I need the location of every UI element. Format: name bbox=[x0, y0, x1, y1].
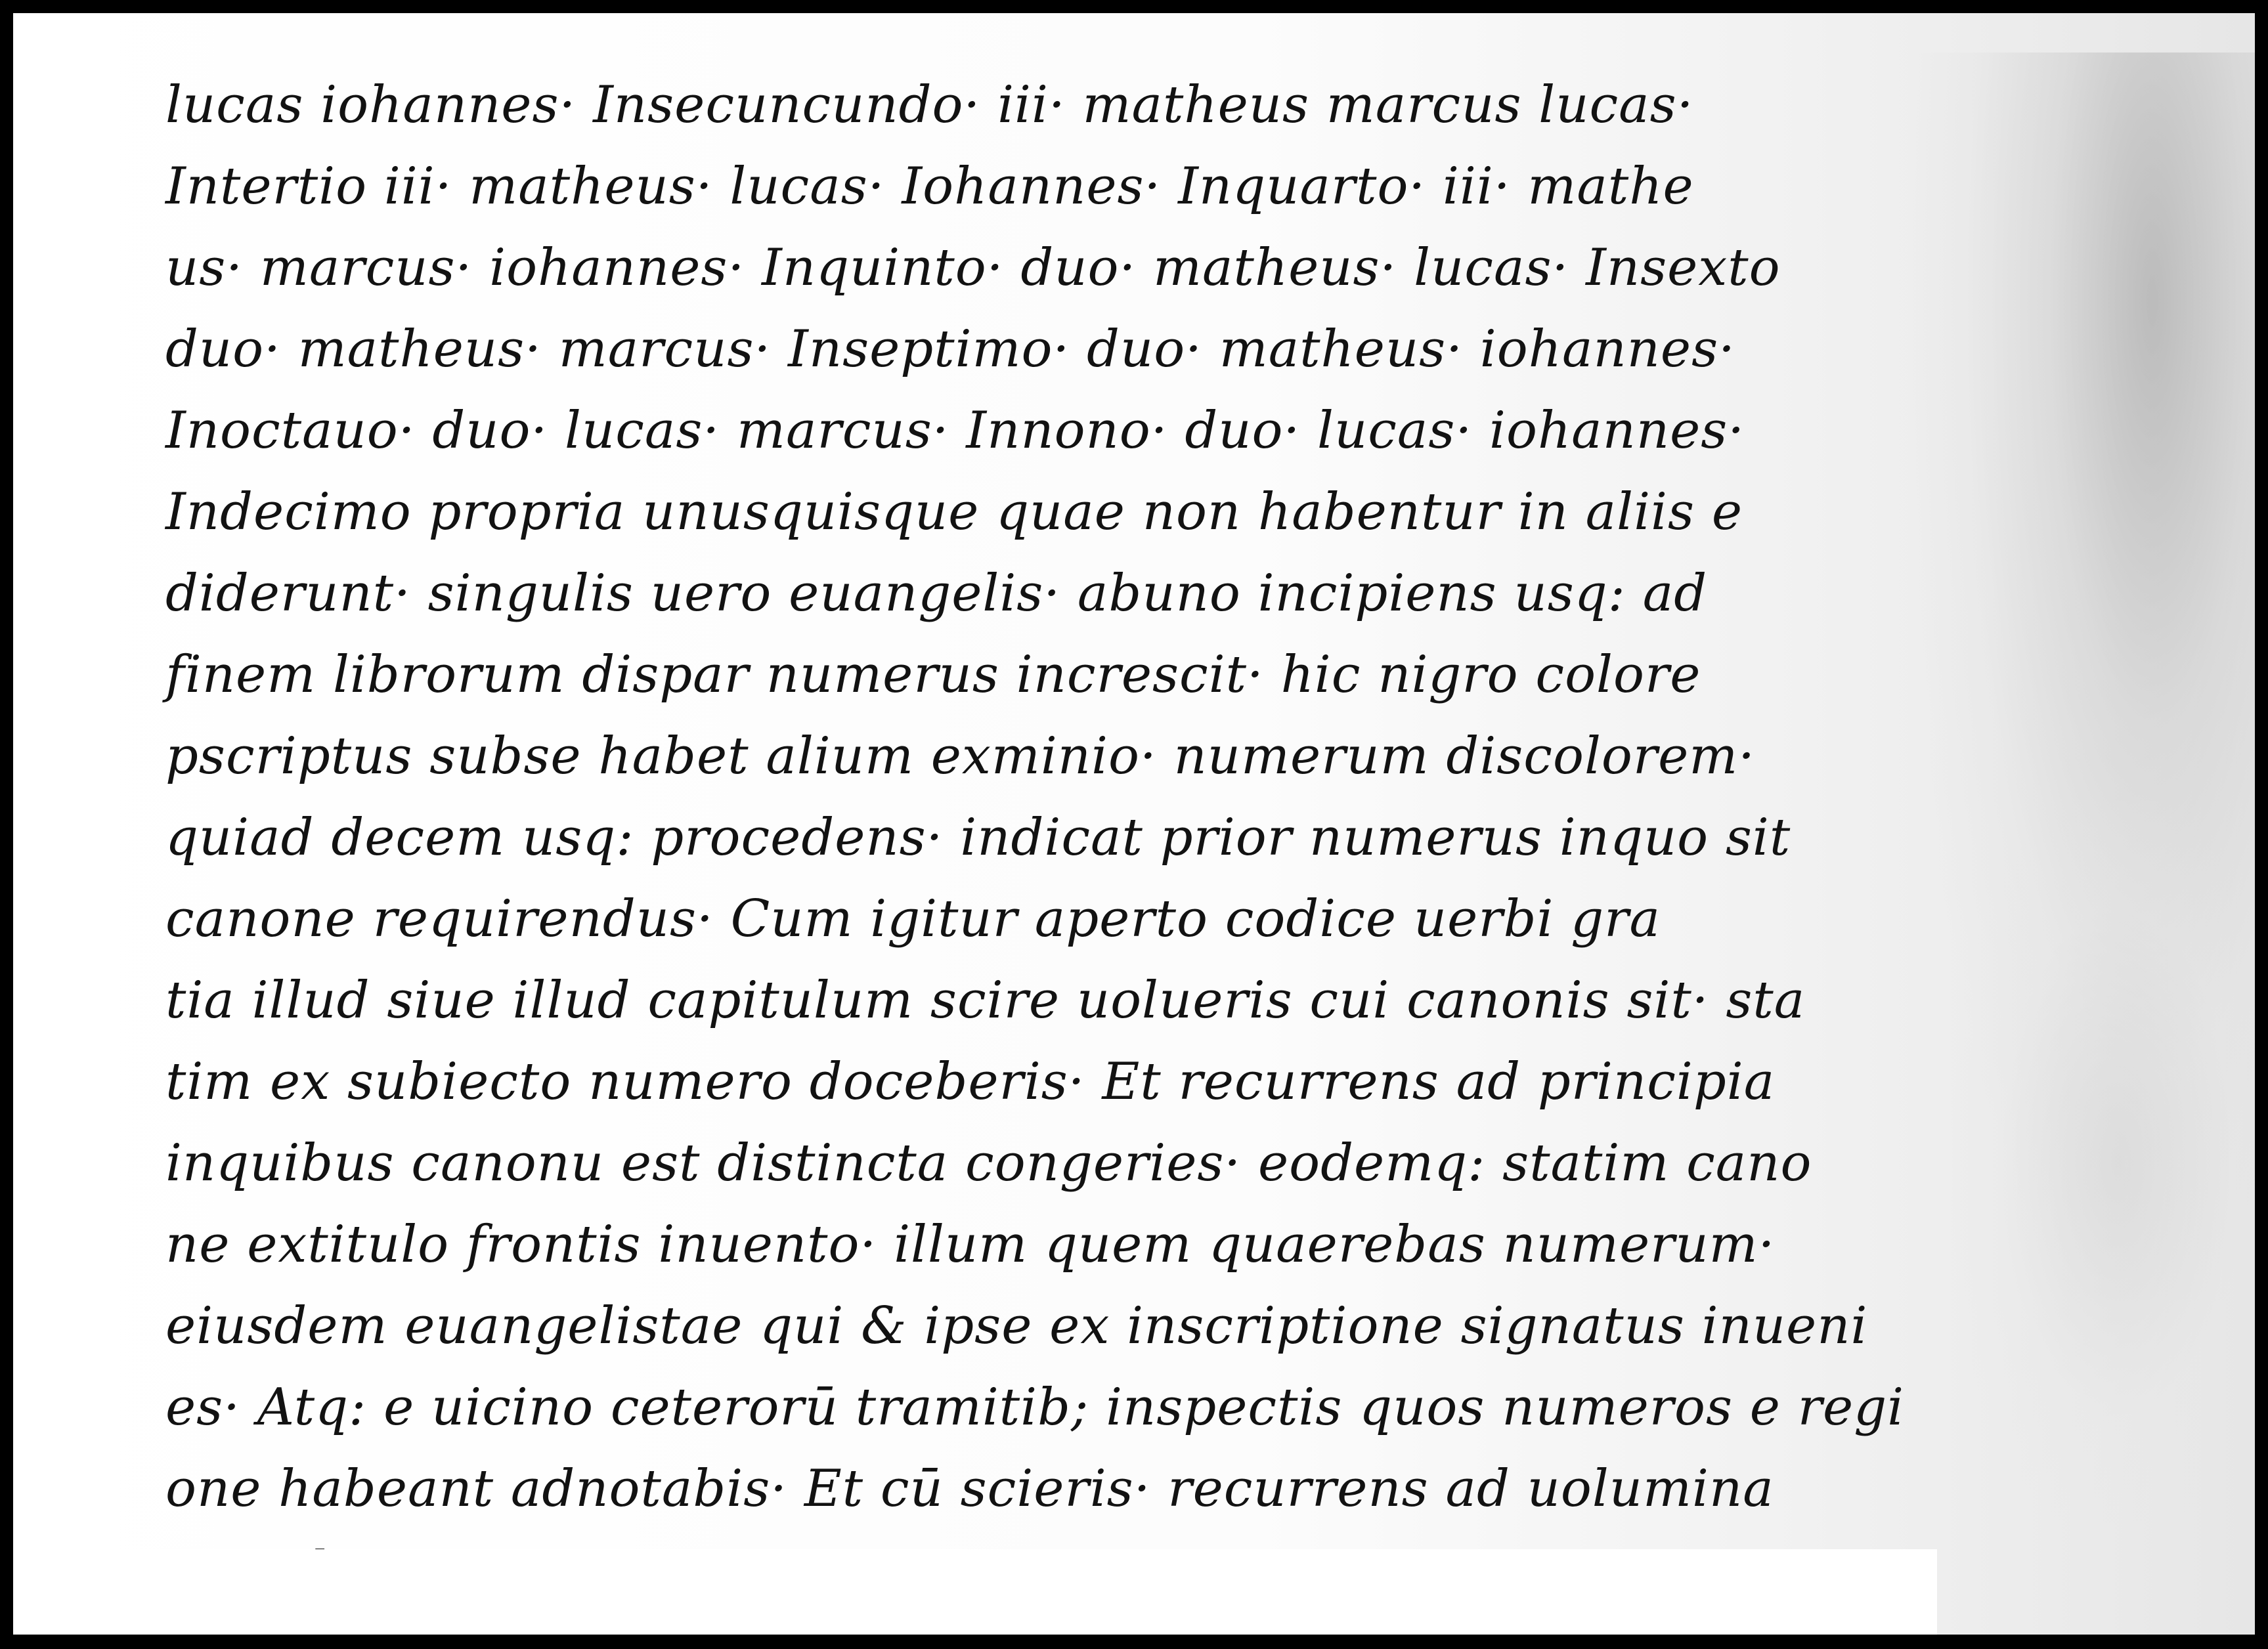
manuscript-text bbox=[165, 64, 1905, 1611]
text-line: quiad decem usq: procedens· indicat prior numerus inquo sit bbox=[165, 808, 1791, 867]
text-line: diderunt· singulis uero euangelis· abuno incipiens usq: ad bbox=[165, 564, 1708, 623]
text-line: es· Atq: e uicino ceterorū tramitib; inspectis quos numeros e regi bbox=[165, 1378, 1905, 1437]
text-line: Indecimo propria unusquisque quae non habentur in aliis e bbox=[165, 482, 1743, 542]
text-line: tia illud siue illud capitulum scire uolueris cui canonis sit· sta bbox=[165, 971, 1806, 1030]
text-line: canone requirendus· Cum igitur aperto codice uerbi gra bbox=[165, 889, 1661, 949]
text-line: finem librorum dispar numerus increscit· hic nigro colore bbox=[165, 645, 1701, 704]
text-line: ne extitulo frontis inuento· illum quem quaerebas numerum· bbox=[165, 1215, 1776, 1274]
manuscript-page bbox=[13, 13, 2255, 1635]
text-line: pscriptus subse habet alium exminio· numerum discolorem· bbox=[165, 727, 1756, 786]
text-line: eiusdem euangelistae qui & ipse ex inscriptione signatus inueni bbox=[165, 1296, 1868, 1356]
page-stain-lower bbox=[1953, 801, 2229, 1523]
text-line: Intertio iii· matheus· lucas· Iohannes· Inquarto· iii· mathe bbox=[165, 157, 1694, 216]
page-bottom-mask bbox=[13, 1549, 1937, 1635]
text-line: duo· matheus· marcus· Inseptimo· duo· matheus· iohannes· bbox=[165, 320, 1735, 379]
text-line: Inoctauo· duo· lucas· marcus· Innono· duo· lucas· iohannes· bbox=[165, 401, 1745, 460]
text-line: us· marcus· iohannes· Inquinto· duo· matheus· lucas· Insexto bbox=[165, 238, 1781, 297]
text-line: tim ex subiecto numero doceberis· Et recurrens ad principia bbox=[165, 1052, 1776, 1111]
text-line: lucas iohannes· Insecuncundo· iii· matheus marcus lucas· bbox=[165, 75, 1694, 135]
text-line: inquibus canonu est distincta congeries· eodemq: statim cano bbox=[165, 1134, 1812, 1193]
text-line: one habeant adnotabis· Et cū scieris· recurrens ad uolumina bbox=[165, 1459, 1774, 1518]
